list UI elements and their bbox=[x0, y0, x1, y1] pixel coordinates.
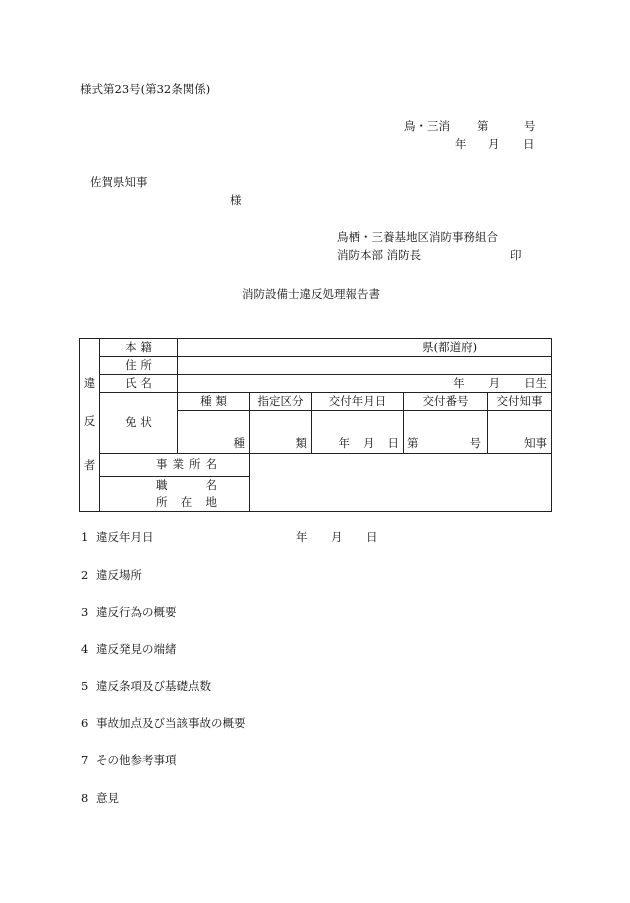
addressee: 佐賀県知事 bbox=[90, 175, 148, 189]
license-label: 免 状 bbox=[100, 393, 178, 454]
cell-shu: 種 bbox=[178, 411, 250, 454]
address-label: 住 所 bbox=[100, 357, 178, 375]
office-name-label: 事 業 所 名 bbox=[100, 454, 250, 477]
honseki-value bbox=[178, 339, 552, 357]
position-label: 職 名 bbox=[100, 477, 250, 495]
birth-month: 月 bbox=[488, 375, 501, 390]
item-1-day: 日 bbox=[366, 530, 378, 544]
date-day: 日 bbox=[523, 137, 535, 151]
office-name-value bbox=[250, 454, 552, 477]
address-value bbox=[178, 357, 552, 375]
name-label: 氏 名 bbox=[100, 375, 178, 393]
cell-chiji: 知事 bbox=[488, 411, 552, 454]
sender-title: 消防本部 消防長 bbox=[337, 248, 422, 262]
col-type: 種 類 bbox=[178, 393, 250, 411]
cell-issue-date bbox=[312, 411, 404, 454]
col-issue-number: 交付番号 bbox=[404, 393, 488, 411]
honorific: 様 bbox=[230, 193, 242, 207]
honseki-label: 本 籍 bbox=[100, 339, 178, 357]
document-date bbox=[455, 139, 535, 151]
cell-issue-number bbox=[404, 411, 488, 454]
honseki-suffix: 県(都道府) bbox=[422, 339, 478, 354]
seal-mark: 印 bbox=[510, 248, 522, 262]
document-number bbox=[404, 121, 534, 133]
col-issuer: 交付知事 bbox=[488, 393, 552, 411]
cell-go: 号 bbox=[469, 435, 481, 450]
violator-char-3: 者 bbox=[80, 454, 100, 477]
cell-dai: 第 bbox=[407, 435, 419, 450]
date-year: 年 bbox=[455, 137, 467, 151]
violator-char-1: 違 bbox=[80, 375, 100, 393]
item-1-month: 月 bbox=[331, 530, 343, 544]
cell-year: 年 bbox=[338, 435, 350, 450]
col-category: 指定区分 bbox=[250, 393, 312, 411]
page-title: 消防設備士違反処理報告書 bbox=[242, 287, 380, 301]
birth-year: 年 bbox=[453, 375, 465, 390]
form-number: 様式第23号(第32条関係) bbox=[80, 82, 211, 96]
position-value bbox=[250, 477, 552, 495]
cell-month: 月 bbox=[363, 435, 375, 450]
document-go: 号 bbox=[524, 119, 536, 133]
violator-char-2: 反 bbox=[80, 411, 100, 454]
document-dai: 第 bbox=[477, 119, 489, 133]
location-label: 所 在 地 bbox=[100, 494, 250, 512]
date-month: 月 bbox=[488, 137, 500, 151]
birth-date bbox=[178, 375, 552, 393]
cell-rui: 類 bbox=[250, 411, 312, 454]
violator-table bbox=[79, 338, 552, 512]
cell-day: 日 bbox=[387, 435, 399, 450]
document-prefix: 鳥・三消 bbox=[404, 119, 450, 133]
birth-day: 日生 bbox=[524, 375, 548, 390]
location-value bbox=[250, 494, 552, 512]
item-1-date bbox=[296, 532, 376, 544]
col-issue-date: 交付年月日 bbox=[312, 393, 404, 411]
item-1-year: 年 bbox=[296, 530, 308, 544]
sender-organization: 鳥栖・三養基地区消防事務組合 bbox=[337, 230, 498, 244]
